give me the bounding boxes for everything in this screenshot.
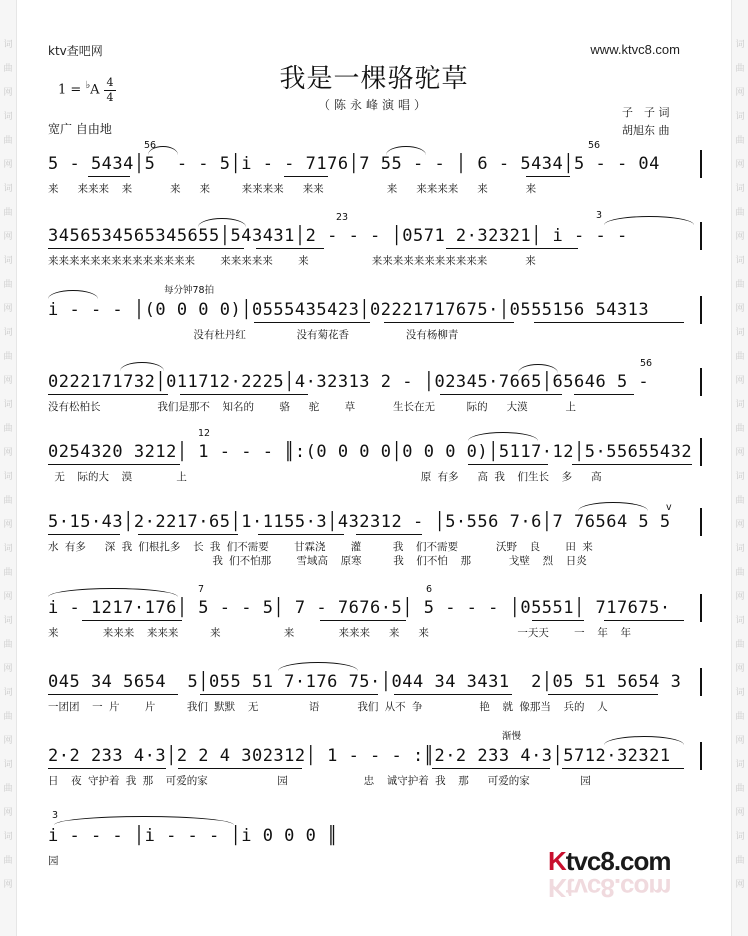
flat-sign: ♭ bbox=[85, 80, 91, 91]
triplet-mark: 3 bbox=[596, 210, 603, 221]
slur bbox=[604, 216, 694, 225]
watermark-char: 曲 bbox=[3, 856, 13, 866]
ritardando-mark: 渐慢 bbox=[502, 731, 522, 742]
tie bbox=[148, 146, 178, 155]
lyrics: 水 有多 深 我 们根扎多 长 我 们不需要 甘霖浇 灌 我 们不需要 沃野 良 田 来 bbox=[48, 541, 593, 553]
watermark-char: 曲 bbox=[735, 136, 745, 146]
watermark-char: 词 bbox=[3, 472, 13, 482]
lyrics: 没有松柏长 我们是那不 知名的 骆 驼 草 生长在无 际的 大漠 上 bbox=[48, 401, 577, 413]
beam bbox=[138, 534, 238, 535]
lyrics: 日 夜 守护着 我 那 可爱的家 园 忠 诚守护着 我 那 可爱的家 园 bbox=[48, 775, 591, 787]
watermark-char: 曲 bbox=[3, 568, 13, 578]
watermark-char: 网 bbox=[3, 736, 13, 746]
beam bbox=[562, 768, 684, 769]
grace-note-mark: 56 bbox=[144, 140, 157, 151]
watermark-char: 网 bbox=[735, 808, 745, 818]
watermark-char: 网 bbox=[3, 808, 13, 818]
barline bbox=[700, 668, 702, 696]
watermark-char: 词 bbox=[735, 328, 745, 338]
watermark-char: 曲 bbox=[735, 568, 745, 578]
slur bbox=[518, 364, 558, 373]
tempo-marking: 宽广 自由地 bbox=[48, 122, 112, 136]
lyricist: 子 子 词 bbox=[622, 106, 670, 119]
watermark-char: 曲 bbox=[3, 640, 13, 650]
grace-note-mark: 6 bbox=[426, 584, 433, 595]
beam bbox=[82, 620, 182, 621]
logo-reflection bbox=[548, 872, 671, 903]
beam bbox=[356, 534, 422, 535]
key-prefix: 1 = bbox=[58, 82, 86, 98]
slur bbox=[468, 432, 538, 441]
watermark-char: 网 bbox=[735, 448, 745, 458]
beam bbox=[48, 248, 244, 249]
beam bbox=[548, 694, 658, 695]
watermark-char: 词 bbox=[735, 256, 745, 266]
watermark-char: 曲 bbox=[735, 280, 745, 290]
beam bbox=[88, 176, 130, 177]
time-top: 4 bbox=[106, 76, 114, 89]
tie bbox=[48, 290, 98, 299]
slur bbox=[54, 816, 234, 825]
beam bbox=[254, 322, 370, 323]
tie bbox=[386, 146, 426, 155]
logo-k: K bbox=[548, 846, 566, 876]
grace-note-mark: 56 bbox=[588, 140, 601, 151]
watermark-char: 词 bbox=[735, 112, 745, 122]
watermark-char: 网 bbox=[3, 592, 13, 602]
watermark-char: 词 bbox=[3, 112, 13, 122]
lyrics: 来 来来来 来 来 来 来来来来 来来 来 来来来来 来 来 bbox=[48, 183, 537, 195]
site-name: ktv查吧网 bbox=[48, 44, 103, 58]
notes: 045 34 5654 5│055 51 7·176 75·│044 34 3431 2│05 51 5654 3 bbox=[48, 672, 682, 692]
watermark-char: 网 bbox=[735, 160, 745, 170]
watermark-char: 词 bbox=[735, 544, 745, 554]
grace-note-mark: 12 bbox=[198, 428, 211, 439]
watermark-char: 网 bbox=[735, 592, 745, 602]
watermark-char: 词 bbox=[735, 688, 745, 698]
watermark-char: 曲 bbox=[735, 640, 745, 650]
beam bbox=[48, 464, 180, 465]
beam bbox=[180, 394, 308, 395]
watermark-char: 词 bbox=[3, 40, 13, 50]
lyrics: 一团团 一 片 片 我们 默默 无 语 我们 从不 争 艳 就 像那当 兵的 人 bbox=[48, 701, 608, 713]
watermark-char: 曲 bbox=[735, 64, 745, 74]
key-note: A bbox=[90, 82, 100, 98]
watermark-char: 曲 bbox=[735, 352, 745, 362]
watermark-char: 词 bbox=[3, 328, 13, 338]
watermark-char: 曲 bbox=[735, 496, 745, 506]
tempo-bpm: 每分钟78拍 bbox=[164, 285, 215, 296]
slur bbox=[48, 588, 178, 597]
barline bbox=[700, 150, 702, 178]
key-signature bbox=[58, 76, 114, 104]
watermark-char: 词 bbox=[3, 256, 13, 266]
barline bbox=[700, 594, 702, 622]
slur bbox=[604, 736, 684, 745]
beam bbox=[432, 768, 550, 769]
beam bbox=[526, 176, 570, 177]
beam bbox=[200, 694, 378, 695]
watermark-char: 网 bbox=[3, 88, 13, 98]
watermark-char: 曲 bbox=[735, 208, 745, 218]
watermark-char: 词 bbox=[3, 832, 13, 842]
beam bbox=[604, 620, 684, 621]
beam bbox=[48, 694, 178, 695]
barline bbox=[700, 222, 702, 250]
beam bbox=[256, 248, 324, 249]
breath-mark: v bbox=[666, 502, 672, 513]
notes: 5·15·43│2·2217·65│1·1155·3│432312 - │5·556 7·6│7 76564 5 5 bbox=[48, 512, 671, 532]
barline bbox=[700, 368, 702, 396]
watermark-char: 曲 bbox=[3, 712, 13, 722]
watermark-char: 网 bbox=[3, 376, 13, 386]
beam bbox=[48, 768, 166, 769]
watermark-char: 曲 bbox=[3, 64, 13, 74]
watermark-char: 网 bbox=[735, 376, 745, 386]
watermark-char: 网 bbox=[735, 664, 745, 674]
watermark-char: 网 bbox=[735, 736, 745, 746]
time-signature bbox=[104, 76, 116, 105]
notes: 3456534565345655│543431│2 - - - │0571 2·32321│ i - - - bbox=[48, 226, 639, 246]
site-url: www.ktvc8.com bbox=[590, 42, 680, 57]
tie bbox=[198, 218, 246, 227]
watermark-char: 词 bbox=[735, 832, 745, 842]
notes: 5 - 5434│5 - - 5│i - - 7176│7 55 - - │ 6 - 5434│5 - - 04 bbox=[48, 154, 660, 174]
song-title: 我是一棵骆驼草 bbox=[279, 64, 469, 94]
lyrics: 没有杜丹红 没有菊花香 没有杨柳青 bbox=[48, 329, 459, 341]
watermark-char: 曲 bbox=[735, 856, 745, 866]
barline bbox=[700, 508, 702, 536]
watermark-char: 曲 bbox=[3, 136, 13, 146]
composer: 胡旭东 曲 bbox=[622, 124, 670, 137]
beam bbox=[284, 176, 328, 177]
lyrics: 无 际的大 漠 上 原 有多 高 我 们生长 多 高 bbox=[48, 471, 602, 483]
slur bbox=[120, 362, 164, 371]
beam bbox=[572, 464, 692, 465]
notes: 2·2 233 4·3│2 2 4 302312│ 1 - - - :║2·2 233 4·3│5712·32321 bbox=[48, 746, 671, 766]
watermark-char: 词 bbox=[3, 184, 13, 194]
watermark-char: 网 bbox=[735, 88, 745, 98]
grace-note-mark: 23 bbox=[336, 212, 349, 223]
time-bottom: 4 bbox=[104, 90, 116, 105]
lyrics: 来 来来来 来来来 来 来 来来来 来 来 一天天 一 年 年 bbox=[48, 627, 631, 639]
beam bbox=[532, 620, 584, 621]
watermark-char: 词 bbox=[735, 472, 745, 482]
beam bbox=[178, 768, 302, 769]
beam bbox=[440, 394, 562, 395]
beam bbox=[48, 394, 168, 395]
watermark-char: 网 bbox=[735, 880, 745, 890]
watermark-char: 网 bbox=[3, 520, 13, 530]
beam bbox=[320, 620, 406, 621]
logo-rest: tvc8.com bbox=[565, 846, 671, 876]
logo-reflection-k: K bbox=[548, 873, 566, 903]
beam bbox=[534, 322, 684, 323]
watermark-char: 网 bbox=[735, 520, 745, 530]
watermark-char: 词 bbox=[735, 400, 745, 410]
grace-note-mark: 7 bbox=[198, 584, 205, 595]
watermark-char: 曲 bbox=[735, 784, 745, 794]
watermark-char: 曲 bbox=[3, 496, 13, 506]
watermark-char: 词 bbox=[3, 760, 13, 770]
watermark-char: 词 bbox=[735, 184, 745, 194]
notes: 0222171732│011712·2225│4·32313 2 - │02345·7665│65646 5 - bbox=[48, 372, 660, 392]
beam bbox=[446, 248, 578, 249]
watermark-char: 词 bbox=[735, 40, 745, 50]
beam bbox=[384, 322, 514, 323]
slur bbox=[278, 662, 358, 671]
watermark-char: 网 bbox=[3, 232, 13, 242]
lyrics: 来来来来来来来来来来来来来来 来来来来来 来 来来来来来来来来来来来 来 bbox=[48, 255, 536, 267]
watermark-char: 网 bbox=[3, 664, 13, 674]
watermark-char: 网 bbox=[3, 448, 13, 458]
beam bbox=[48, 534, 120, 535]
grace-note-mark: 56 bbox=[640, 358, 653, 369]
beam bbox=[468, 464, 548, 465]
watermark-char: 词 bbox=[735, 616, 745, 626]
watermark-char: 曲 bbox=[3, 208, 13, 218]
watermark-char: 网 bbox=[735, 232, 745, 242]
watermark-char: 曲 bbox=[3, 280, 13, 290]
watermark-char: 词 bbox=[3, 616, 13, 626]
watermark-char: 词 bbox=[3, 544, 13, 554]
watermark-char: 曲 bbox=[735, 424, 745, 434]
watermark-char: 曲 bbox=[3, 424, 13, 434]
lyrics: 园 bbox=[48, 855, 59, 867]
notes: i - 1217·176│ 5 - - 5│ 7 - 7676·5│ 5 - - - │05551│ 717675· bbox=[48, 598, 671, 618]
watermark-char: 网 bbox=[3, 880, 13, 890]
barline bbox=[700, 296, 702, 324]
watermark-char: 词 bbox=[3, 688, 13, 698]
beam bbox=[258, 534, 344, 535]
barline bbox=[700, 438, 702, 466]
watermark-char: 曲 bbox=[3, 784, 13, 794]
watermark-char: 网 bbox=[735, 304, 745, 314]
watermark-char: 词 bbox=[3, 400, 13, 410]
beam bbox=[574, 394, 634, 395]
triplet-mark: 3 bbox=[52, 810, 59, 821]
barline bbox=[700, 742, 702, 770]
watermark-char: 网 bbox=[3, 304, 13, 314]
watermark-char: 词 bbox=[735, 760, 745, 770]
notes: i - - - │i - - - │i 0 0 0 ║ bbox=[48, 826, 338, 846]
notes: 0254320 3212│ 1 - - - ║:(0 0 0 0│0 0 0 0)│5117·12│5·55655432 bbox=[48, 442, 693, 462]
beam bbox=[394, 694, 512, 695]
song-subtitle: （陈永峰演唱） bbox=[317, 98, 430, 112]
watermark-char: 曲 bbox=[735, 712, 745, 722]
logo-reflection-rest: tvc8.com bbox=[565, 873, 671, 903]
slur bbox=[578, 502, 648, 511]
watermark-char: 曲 bbox=[3, 352, 13, 362]
watermark-char: 网 bbox=[3, 160, 13, 170]
notes: i - - - │(0 0 0 0)│0555435423│02221717675·│0555156 54313 bbox=[48, 300, 650, 320]
lyrics-verse-2: 我 们不怕那 雪域高 原寒 我 们不怕 那 戈壁 烈 日炎 bbox=[48, 555, 587, 567]
